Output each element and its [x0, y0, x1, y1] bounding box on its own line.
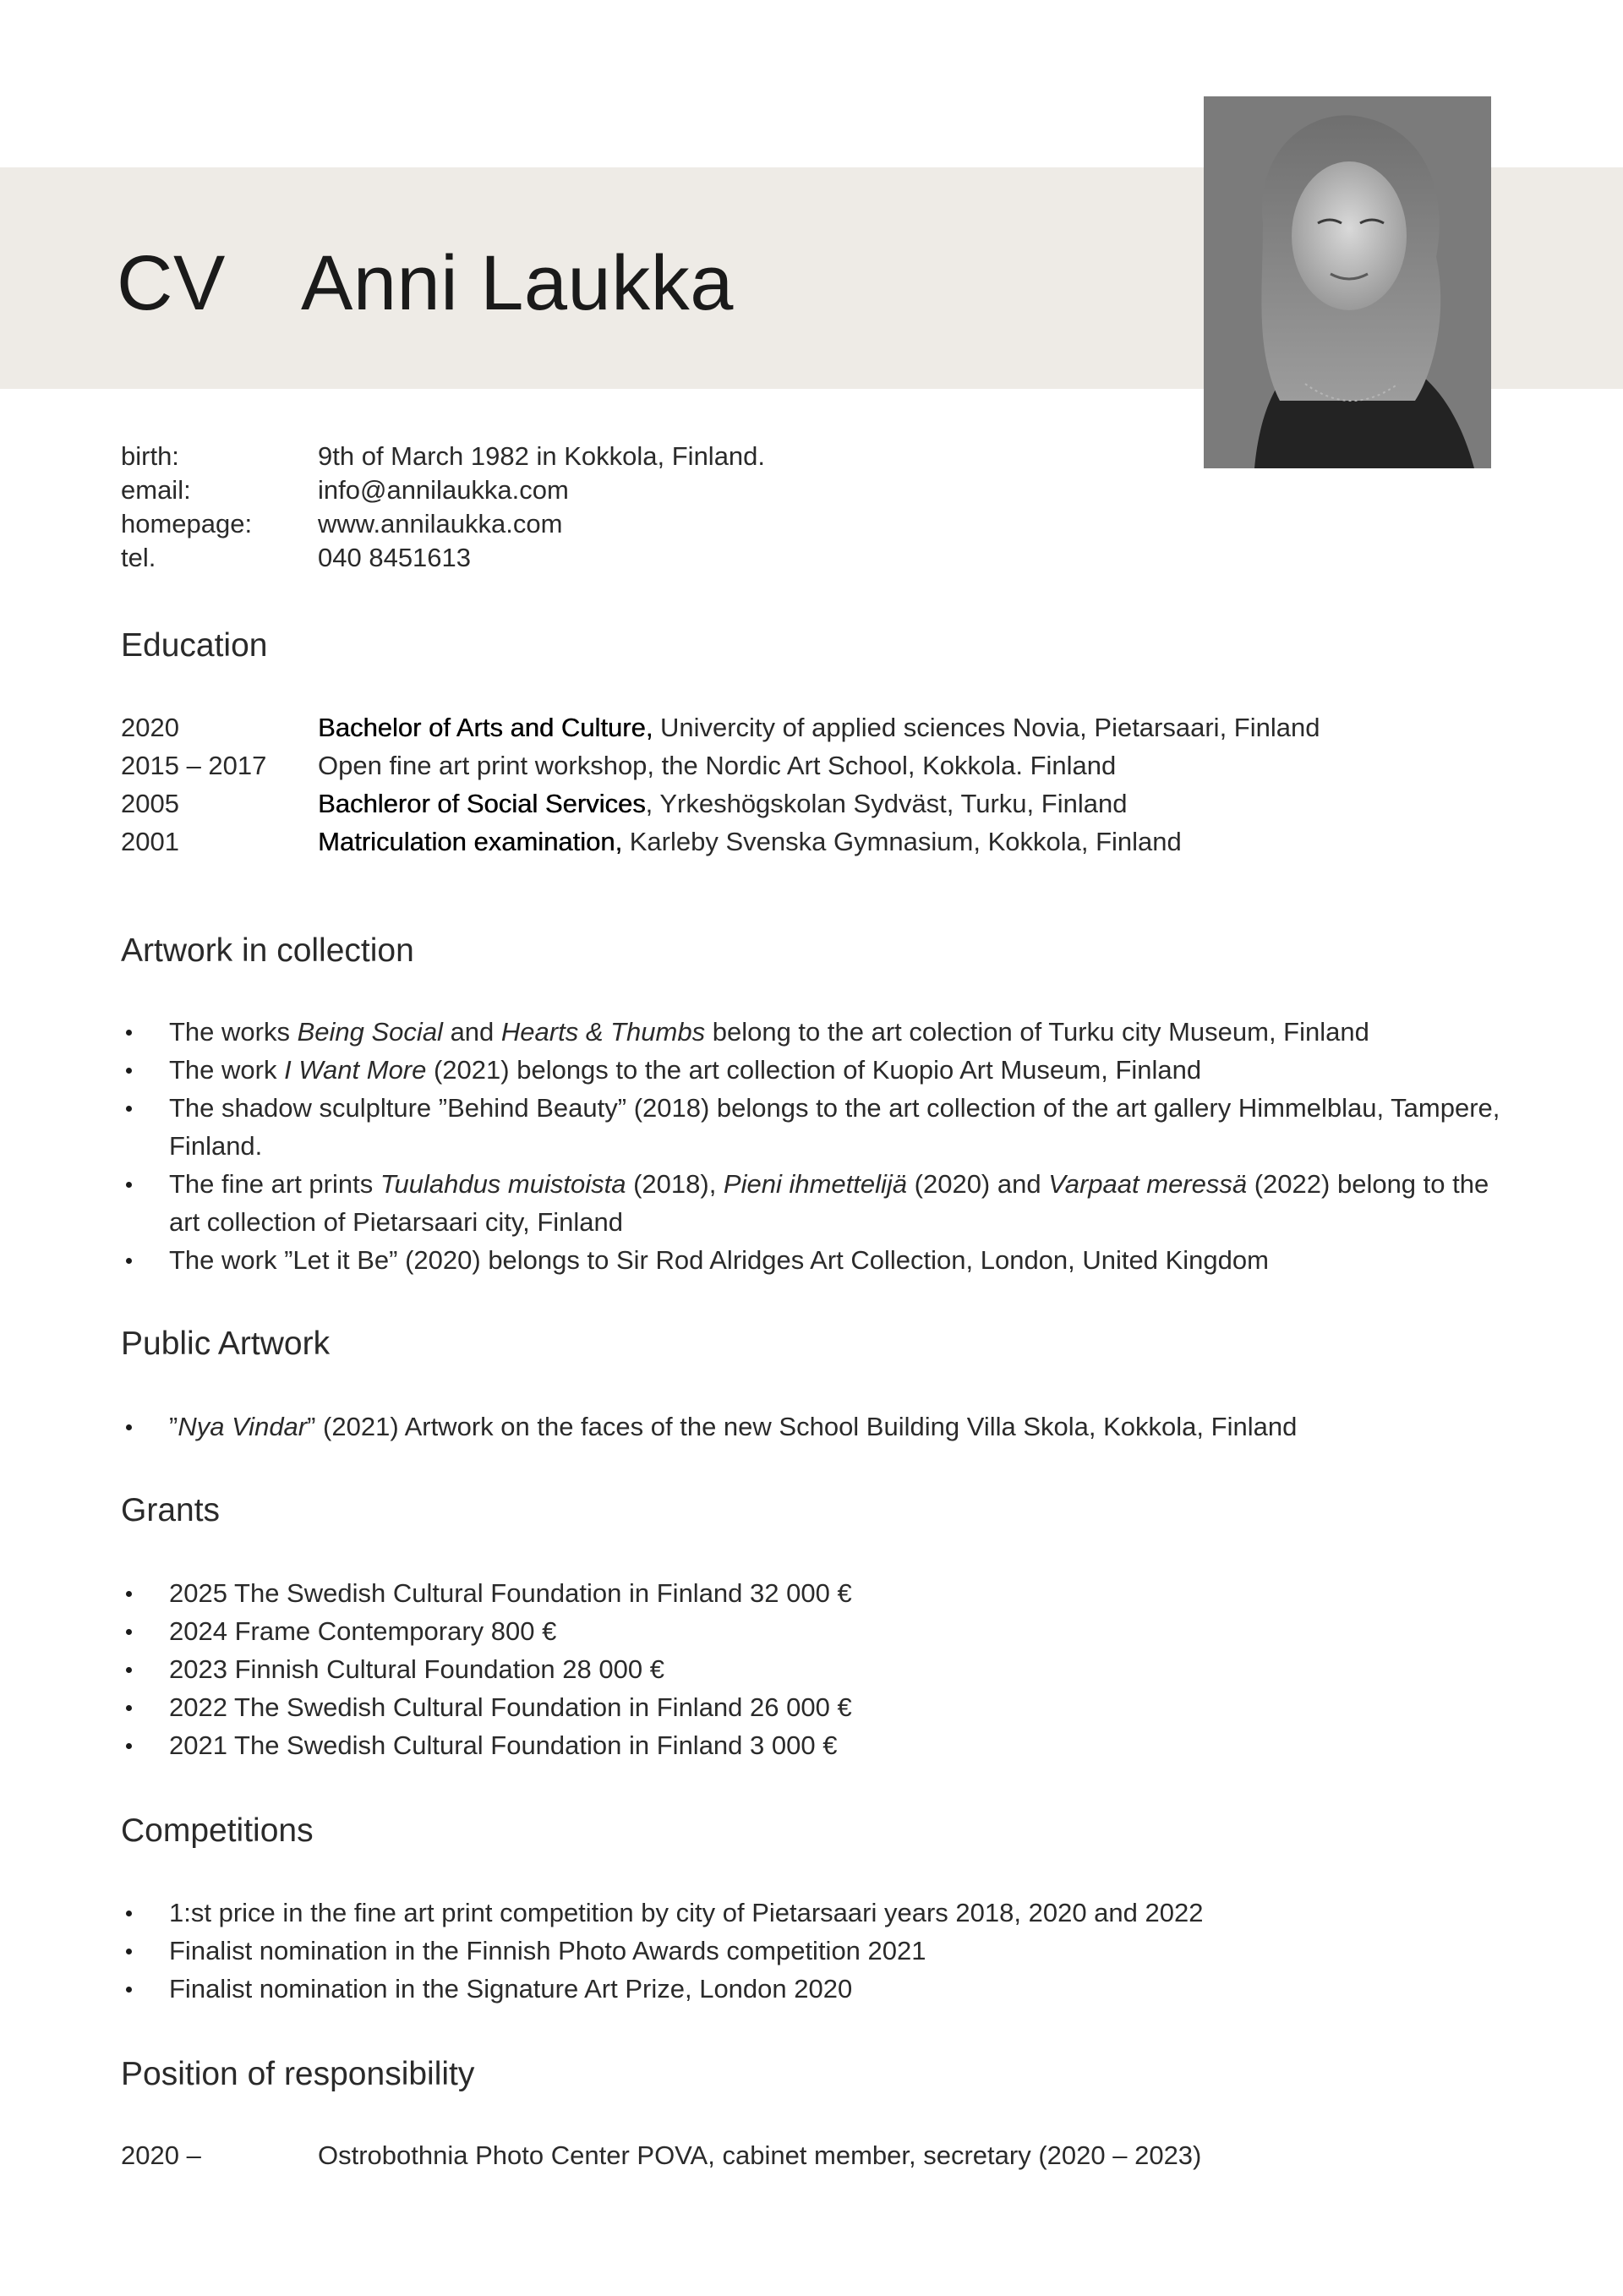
list-item: 2021 The Swedish Cultural Foundation in Finland 3 000 €	[121, 1726, 1507, 1764]
list-item: The work I Want More (2021) belongs to the art collection of Kuopio Art Museum, Finland	[121, 1051, 1507, 1089]
list-item: Finalist nomination in the Finnish Photo Awards competition 2021	[121, 1932, 1507, 1970]
list-item: ”Nya Vindar” (2021) Artwork on the faces of the new School Building Villa Skola, Kokkola, Finland	[121, 1408, 1507, 1446]
list-item: The fine art prints Tuulahdus muistoista (2018), Pieni ihmettelijä (2020) and Varpaat meressä (2022) belong to the art collection of Pietarsaari city, Finland	[121, 1165, 1507, 1241]
education-row: 2020 Bachelor of Arts and Culture, Univercity of applied sciences Novia, Pietarsaari, Finland	[121, 713, 1320, 742]
list-item: Finalist nomination in the Signature Art Prize, London 2020	[121, 1970, 1507, 2008]
portrait-photo	[1204, 96, 1491, 468]
list-item: The shadow sculplture ”Behind Beauty” (2018) belongs to the art collection of the art gallery Himmelblau, Tampere, Finland.	[121, 1089, 1507, 1165]
section-title-competitions: Competitions	[121, 1812, 314, 1849]
personal-info	[121, 440, 765, 575]
education-row: 2015 – 2017 Open fine art print workshop, the Nordic Art School, Kokkola. Finland	[121, 751, 1117, 780]
section-title-position: Position of responsibility	[121, 2056, 475, 2092]
info-row-homepage: homepage: www.annilaukka.com	[121, 507, 765, 541]
section-title-education: Education	[121, 627, 268, 664]
list-item: The work ”Let it Be” (2020) belongs to Sir Rod Alridges Art Collection, London, United Kingdom	[121, 1241, 1507, 1279]
portrait-illustration	[1204, 96, 1491, 468]
education-row: 2001 Matriculation examination, Karleby Svenska Gymnasium, Kokkola, Finland	[121, 827, 1182, 856]
info-row-email: email: info@annilaukka.com	[121, 473, 765, 507]
section-title-collection: Artwork in collection	[121, 932, 414, 969]
list-item: 2023 Finnish Cultural Foundation 28 000 €	[121, 1650, 1507, 1688]
grants-list	[121, 1574, 1507, 1764]
section-title-grants: Grants	[121, 1492, 221, 1528]
section-title-public-artwork: Public Artwork	[121, 1326, 331, 1362]
position-list	[121, 2136, 1201, 2174]
info-row-birth: birth: 9th of March 1982 in Kokkola, Finland.	[121, 441, 766, 471]
homepage-link[interactable]: www.annilaukka.com	[318, 509, 563, 538]
page-title	[117, 237, 734, 330]
education-row: 2005 Bachleror of Social Services, Yrkeshögskolan Sydväst, Turku, Finland	[121, 789, 1128, 818]
list-item: The works Being Social and Hearts & Thumbs belong to the art colection of Turku city Museum, Finland	[121, 1013, 1507, 1051]
collection-list	[121, 1013, 1507, 1279]
list-item: 2025 The Swedish Cultural Foundation in Finland 32 000 €	[121, 1574, 1507, 1612]
email-link[interactable]: info@annilaukka.com	[318, 475, 569, 505]
position-row: 2020 – Ostrobothnia Photo Center POVA, cabinet member, secretary (2020 – 2023)	[121, 2140, 1202, 2170]
info-row-tel: tel. 040 8451613	[121, 543, 472, 572]
list-item: 2022 The Swedish Cultural Foundation in Finland 26 000 €	[121, 1688, 1507, 1726]
public-artwork-list	[121, 1408, 1507, 1446]
list-item: 2024 Frame Contemporary 800 €	[121, 1612, 1507, 1650]
education-list	[121, 708, 1320, 861]
cv-label: CV	[117, 240, 226, 326]
person-name: Anni Laukka	[301, 240, 734, 326]
list-item: 1:st price in the fine art print competition by city of Pietarsaari years 2018, 2020 and 2022	[121, 1894, 1507, 1932]
competitions-list	[121, 1894, 1507, 2008]
